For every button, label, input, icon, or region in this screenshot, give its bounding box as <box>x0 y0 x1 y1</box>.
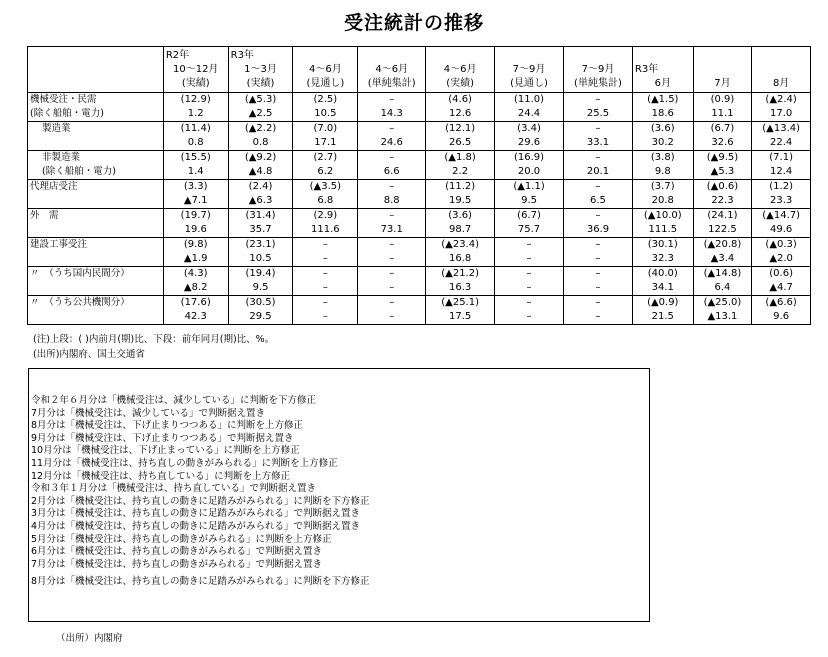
value-yoy: 9.5 <box>228 281 293 296</box>
value-mom: (11.2) <box>426 180 495 195</box>
value-mom: (2.4) <box>228 180 293 195</box>
column-header-range: 4～6月 <box>375 64 409 75</box>
column-header-period <box>754 63 808 77</box>
row-label <box>28 281 164 296</box>
value-yoy: 6.6 <box>358 165 426 180</box>
table-row <box>28 93 811 108</box>
value-yoy: – <box>293 252 358 267</box>
value-mom: (15.5) <box>163 151 228 166</box>
value-mom: (3.6) <box>426 209 495 224</box>
value-yoy: 6.8 <box>293 194 358 209</box>
value-mom: (7.1) <box>752 151 811 166</box>
row-label: 〃 （うち公共機関分） <box>28 296 164 311</box>
value-mom: (40.0) <box>632 267 693 282</box>
table-row <box>28 165 811 180</box>
table-row <box>28 296 811 311</box>
value-yoy: 49.6 <box>752 223 811 238</box>
value-mom: (▲0.6) <box>693 180 752 195</box>
value-mom: (0.6) <box>752 267 811 282</box>
value-yoy: – <box>358 310 426 325</box>
value-yoy: 25.5 <box>564 107 633 122</box>
table-row <box>28 252 811 267</box>
value-yoy: 8.8 <box>358 194 426 209</box>
value-yoy: – <box>293 310 358 325</box>
row-label <box>28 310 164 325</box>
value-yoy: 24.4 <box>495 107 564 122</box>
value-yoy: – <box>358 252 426 267</box>
column-header-range: 4～6月 <box>443 64 477 75</box>
value-yoy: 1.2 <box>163 107 228 122</box>
value-mom: (23.1) <box>228 238 293 253</box>
column-header-range: 7～9月 <box>581 64 615 75</box>
value-yoy: 30.2 <box>632 136 693 151</box>
value-yoy: 122.5 <box>693 223 752 238</box>
column-header-period <box>566 49 630 63</box>
column-header <box>632 47 693 93</box>
column-header-kind: (実績) <box>446 78 475 89</box>
value-mom: – <box>293 238 358 253</box>
row-label: 〃 （うち国内民間分） <box>28 267 164 282</box>
value-mom: (▲1.8) <box>426 151 495 166</box>
value-mom: (▲21.2) <box>426 267 495 282</box>
value-mom: (19.7) <box>163 209 228 224</box>
value-mom: (6.7) <box>693 122 752 137</box>
box-source: （出所）内閣府 <box>56 633 123 644</box>
column-header-period: R3年 <box>230 50 254 61</box>
judgment-line: 12月分は「機械受注は、持ち直している」に判断を上方修正 <box>31 470 291 482</box>
table-row <box>28 209 811 224</box>
value-mom: (31.4) <box>228 209 293 224</box>
row-label: 機械受注・民需 <box>28 93 164 108</box>
value-mom: (▲25.1) <box>426 296 495 311</box>
column-header-range: 10～12月 <box>172 64 219 75</box>
value-mom: (2.7) <box>293 151 358 166</box>
table-row <box>28 310 811 325</box>
value-mom: (7.0) <box>293 122 358 137</box>
value-mom: – <box>564 122 633 137</box>
value-yoy: 23.3 <box>752 194 811 209</box>
value-mom: (▲1.5) <box>632 93 693 108</box>
value-yoy: 19.5 <box>426 194 495 209</box>
table-row <box>28 151 811 166</box>
value-mom: (▲0.3) <box>752 238 811 253</box>
judgment-line: 令和３年１月分は「機械受注は、持ち直している」で判断据え置き <box>31 483 317 495</box>
value-mom: (2.9) <box>293 209 358 224</box>
header-corner <box>28 47 164 93</box>
table-row <box>28 281 811 296</box>
value-mom: (▲20.8) <box>693 238 752 253</box>
value-mom: (9.8) <box>163 238 228 253</box>
value-yoy: 33.1 <box>564 136 633 151</box>
value-yoy: 17.1 <box>293 136 358 151</box>
column-header-kind: (見通し) <box>306 78 345 89</box>
value-yoy: 20.0 <box>495 165 564 180</box>
value-yoy: 20.8 <box>632 194 693 209</box>
value-yoy: 17.0 <box>752 107 811 122</box>
value-yoy: – <box>495 281 564 296</box>
value-mom: (24.1) <box>693 209 752 224</box>
table-row <box>28 238 811 253</box>
value-mom: (30.1) <box>632 238 693 253</box>
value-mom: (12.9) <box>163 93 228 108</box>
value-mom: – <box>564 151 633 166</box>
table-note: (注)上段：( )内前月(期)比、下段：前年同月(期)比、%。 <box>33 334 275 345</box>
column-header <box>752 47 811 93</box>
judgment-line: 2月分は「機械受注は、持ち直しの動きに足踏みがみられる」に判断を下方修正 <box>31 495 370 507</box>
value-yoy: 19.6 <box>163 223 228 238</box>
value-mom: (▲23.4) <box>426 238 495 253</box>
value-mom: (19.4) <box>228 267 293 282</box>
table-row <box>28 194 811 209</box>
column-header-range: 7～9月 <box>512 64 546 75</box>
row-label: 外 需 <box>28 209 164 224</box>
value-yoy: ▲8.2 <box>163 281 228 296</box>
column-header-period <box>295 49 355 63</box>
value-yoy: 6.2 <box>293 165 358 180</box>
value-yoy: 12.4 <box>752 165 811 180</box>
value-yoy: 10.5 <box>293 107 358 122</box>
value-mom: – <box>358 238 426 253</box>
value-mom: (▲5.3) <box>228 93 293 108</box>
table-source: (出所)内閣府、国土交通省 <box>33 349 145 360</box>
value-yoy: 9.8 <box>632 165 693 180</box>
value-mom: (▲10.0) <box>632 209 693 224</box>
table-row <box>28 267 811 282</box>
value-mom: (2.5) <box>293 93 358 108</box>
value-mom: – <box>564 93 633 108</box>
value-mom: (▲14.7) <box>752 209 811 224</box>
row-label <box>28 136 164 151</box>
column-header-range: 1～3月 <box>244 64 277 75</box>
value-yoy: ▲2.0 <box>752 252 811 267</box>
value-yoy: 22.4 <box>752 136 811 151</box>
value-yoy: 6.5 <box>564 194 633 209</box>
value-mom: (▲9.5) <box>693 151 752 166</box>
row-label <box>28 223 164 238</box>
value-mom: (▲13.4) <box>752 122 811 137</box>
value-yoy: 0.8 <box>163 136 228 151</box>
column-header-range: 6月 <box>654 78 671 89</box>
value-yoy: ▲1.9 <box>163 252 228 267</box>
value-mom: (4.3) <box>163 267 228 282</box>
value-mom: (6.7) <box>495 209 564 224</box>
value-yoy: 34.1 <box>632 281 693 296</box>
column-header <box>293 47 358 93</box>
value-mom: (1.2) <box>752 180 811 195</box>
value-yoy: 12.6 <box>426 107 495 122</box>
table-header-row <box>28 47 811 93</box>
value-mom: – <box>293 267 358 282</box>
judgment-line: 令和２年６月分は「機械受注は、減少している」に判断を下方修正 <box>31 395 317 406</box>
value-mom: (▲2.4) <box>752 93 811 108</box>
value-mom: (▲6.6) <box>752 296 811 311</box>
value-mom: – <box>564 296 633 311</box>
value-yoy: 20.1 <box>564 165 633 180</box>
value-yoy: ▲13.1 <box>693 310 752 325</box>
value-mom: (16.9) <box>495 151 564 166</box>
column-header-kind: (実績) <box>246 78 275 89</box>
value-yoy: 0.8 <box>228 136 293 151</box>
value-mom: – <box>358 296 426 311</box>
value-mom: – <box>358 93 426 108</box>
judgment-line: 3月分は「機械受注は、持ち直しの動きに足踏みがみられる」で判断据え置き <box>31 508 361 520</box>
value-mom: – <box>358 180 426 195</box>
value-yoy: ▲5.3 <box>693 165 752 180</box>
value-yoy: 24.6 <box>358 136 426 151</box>
row-label: (除く船舶・電力) <box>28 165 164 180</box>
value-yoy: 73.1 <box>358 223 426 238</box>
row-label <box>28 194 164 209</box>
value-mom: – <box>358 151 426 166</box>
value-yoy: 32.6 <box>693 136 752 151</box>
column-header <box>163 47 228 93</box>
judgment-line: 9月分は「機械受注は、下げ止まりつつある」で判断据え置き <box>31 432 294 444</box>
column-header <box>693 47 752 93</box>
value-yoy: 35.7 <box>228 223 293 238</box>
value-mom: – <box>564 267 633 282</box>
value-mom: – <box>358 209 426 224</box>
value-yoy: 32.3 <box>632 252 693 267</box>
column-header <box>495 47 564 93</box>
column-header-kind: (実績) <box>181 78 210 89</box>
value-yoy: 111.6 <box>293 223 358 238</box>
column-header-period <box>497 49 561 63</box>
value-yoy: 36.9 <box>564 223 633 238</box>
page-title: 受注統計の推移 <box>343 12 484 34</box>
column-header-kind: (見通し) <box>510 78 548 89</box>
value-yoy: 21.5 <box>632 310 693 325</box>
value-mom: (3.8) <box>632 151 693 166</box>
value-yoy: – <box>564 252 633 267</box>
value-yoy: ▲2.5 <box>228 107 293 122</box>
column-header-period <box>360 49 423 63</box>
value-yoy: 9.6 <box>752 310 811 325</box>
value-yoy: 10.5 <box>228 252 293 267</box>
row-label: 代理店受注 <box>28 180 164 195</box>
value-mom: – <box>495 238 564 253</box>
column-header-kind: (単純集計) <box>574 78 622 89</box>
table-row <box>28 180 811 195</box>
value-yoy: – <box>564 281 633 296</box>
column-header-period: R2年 <box>165 50 190 61</box>
value-yoy: ▲4.8 <box>228 165 293 180</box>
row-label: (除く船舶・電力) <box>28 107 164 122</box>
column-header-period: R3年 <box>634 64 659 75</box>
value-mom: (11.4) <box>163 122 228 137</box>
value-yoy: 16.3 <box>426 281 495 296</box>
value-yoy: 11.1 <box>693 107 752 122</box>
value-yoy: 42.3 <box>163 310 228 325</box>
column-header-range: 4～6月 <box>308 64 342 75</box>
column-header-range: 7月 <box>714 78 731 89</box>
value-yoy: 18.6 <box>632 107 693 122</box>
row-label <box>28 252 164 267</box>
value-mom: (▲9.2) <box>228 151 293 166</box>
value-mom: (▲25.0) <box>693 296 752 311</box>
value-yoy: 16.8 <box>426 252 495 267</box>
value-yoy: ▲3.4 <box>693 252 752 267</box>
row-label: 建設工事受注 <box>28 238 164 253</box>
judgment-list <box>31 395 370 589</box>
table-row <box>28 223 811 238</box>
value-yoy: 2.2 <box>426 165 495 180</box>
value-mom: – <box>564 238 633 253</box>
column-header <box>228 47 293 93</box>
table-row <box>28 122 811 137</box>
value-mom: (▲14.8) <box>693 267 752 282</box>
table-row <box>28 107 811 122</box>
value-mom: (▲0.9) <box>632 296 693 311</box>
column-header-period <box>696 63 750 77</box>
value-yoy: – <box>495 310 564 325</box>
order-statistics-table <box>27 46 811 325</box>
judgment-history-box <box>28 368 650 622</box>
judgment-line: 10月分は「機械受注は、下げ止まっている」に判断を上方修正 <box>31 445 300 457</box>
value-yoy: 111.5 <box>632 223 693 238</box>
value-yoy: 14.3 <box>358 107 426 122</box>
value-yoy: 1.4 <box>163 165 228 180</box>
value-yoy: 98.7 <box>426 223 495 238</box>
value-yoy: 29.5 <box>228 310 293 325</box>
value-yoy: 6.4 <box>693 281 752 296</box>
column-header-range: 8月 <box>772 78 790 89</box>
judgment-line: 7月分は「機械受注は、減少している」で判断据え置き <box>31 407 266 419</box>
value-mom: (0.9) <box>693 93 752 108</box>
value-mom: (17.6) <box>163 296 228 311</box>
judgment-line: 5月分は「機械受注は、持ち直しの動きがみられる」に判断を上方修正 <box>31 533 332 545</box>
value-yoy: 26.5 <box>426 136 495 151</box>
judgment-line: 4月分は「機械受注は、持ち直しの動きに足踏みがみられる」で判断据え置き <box>31 520 361 532</box>
value-yoy: – <box>293 281 358 296</box>
row-label: 製造業 <box>28 122 164 137</box>
table-row <box>28 136 811 151</box>
value-mom: – <box>564 180 633 195</box>
value-mom: – <box>358 122 426 137</box>
column-header <box>564 47 633 93</box>
value-yoy: – <box>564 310 633 325</box>
judgment-line: 7月分は「機械受注は、持ち直しの動きがみられる」で判断据え置き <box>31 558 323 570</box>
value-yoy: ▲6.3 <box>228 194 293 209</box>
value-mom: (▲3.5) <box>293 180 358 195</box>
value-mom: (3.3) <box>163 180 228 195</box>
value-mom: – <box>358 267 426 282</box>
value-mom: (4.6) <box>426 93 495 108</box>
judgment-line: 11月分は「機械受注は、持ち直しの動きがみられる」に判断を上方修正 <box>31 457 338 469</box>
value-yoy: ▲4.7 <box>752 281 811 296</box>
value-yoy: 75.7 <box>495 223 564 238</box>
value-yoy: ▲7.1 <box>163 194 228 209</box>
judgment-line: 8月分は「機械受注は、持ち直しの動きに足踏みがみられる」に判断を下方修正 <box>31 576 370 588</box>
value-mom: (▲1.1) <box>495 180 564 195</box>
value-mom: (12.1) <box>426 122 495 137</box>
value-mom: – <box>564 209 633 224</box>
value-yoy: 9.5 <box>495 194 564 209</box>
column-header <box>358 47 426 93</box>
value-yoy: 22.3 <box>693 194 752 209</box>
judgment-line: 8月分は「機械受注は、下げ止まりつつある」に判断を上方修正 <box>31 420 304 432</box>
value-mom: – <box>293 296 358 311</box>
column-header <box>426 47 495 93</box>
value-mom: (3.7) <box>632 180 693 195</box>
value-yoy: 29.6 <box>495 136 564 151</box>
value-yoy: – <box>358 281 426 296</box>
column-header-period <box>428 49 492 63</box>
column-header-kind: (単純集計) <box>367 78 416 89</box>
value-mom: – <box>495 296 564 311</box>
value-mom: (3.6) <box>632 122 693 137</box>
value-yoy: – <box>495 252 564 267</box>
row-label: 非製造業 <box>28 151 164 166</box>
judgment-line: 6月分は「機械受注は、持ち直しの動きがみられる」で判断据え置き <box>31 546 323 558</box>
value-mom: (11.0) <box>495 93 564 108</box>
value-mom: (30.5) <box>228 296 293 311</box>
value-mom: (▲2.2) <box>228 122 293 137</box>
value-yoy: 17.5 <box>426 310 495 325</box>
value-mom: – <box>495 267 564 282</box>
value-mom: (3.4) <box>495 122 564 137</box>
